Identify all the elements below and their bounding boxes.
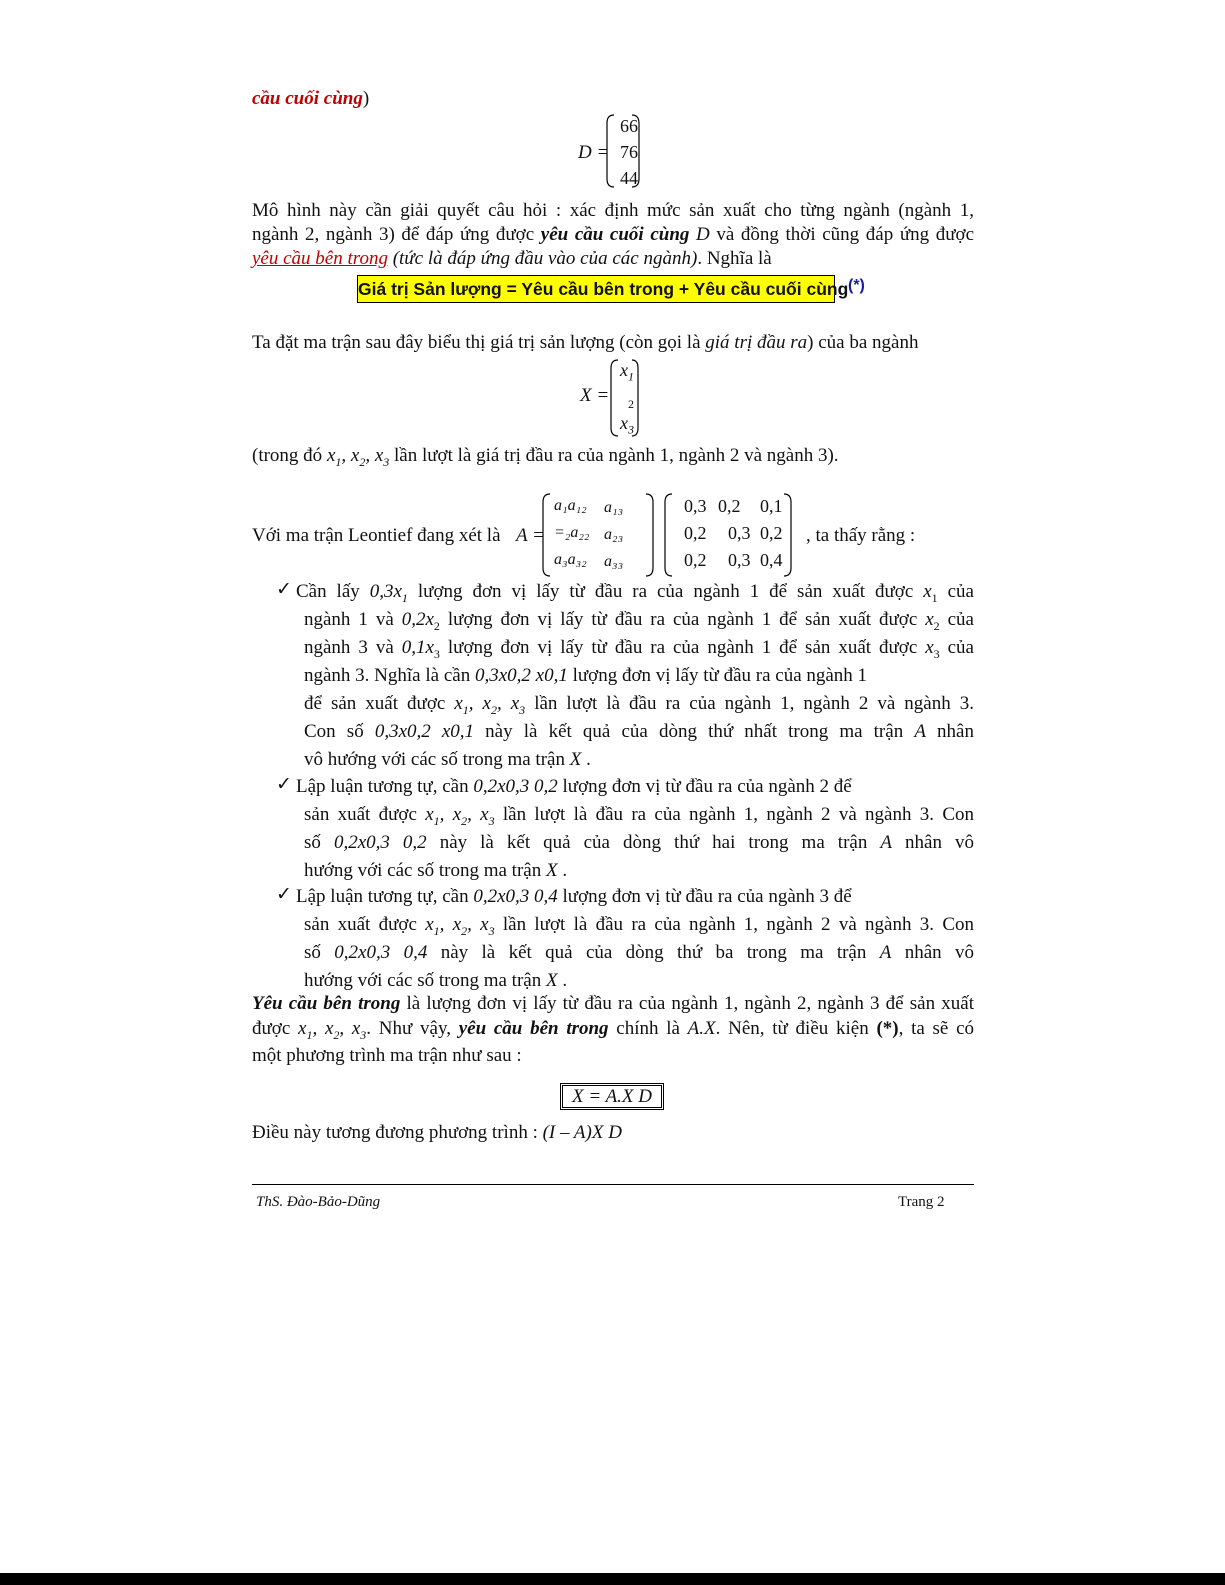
para4-line2: được $x_1$, $x_2$, $x_3$. Như vậy, yêu cầu bên trong chính là A.X. Nên, từ điều kiện (*), ta sẽ có — [252, 1018, 974, 1042]
footer-rule — [252, 1184, 974, 1185]
matrix-a-cell: a₃a₃₂ — [554, 551, 587, 568]
bullet3-line1: Lập luận tương tự, cần 0,2x0,3 0,4 lượng đơn vị từ đầu ra của ngành 3 để — [296, 886, 852, 907]
matrix-a-label: A = — [516, 525, 545, 546]
checkmark-icon: ✓ — [276, 773, 292, 795]
bullet1-line4: ngành 3. Nghĩa là cần 0,3x0,2 x0,1 lượng đơn vị lấy từ đầu ra của ngành 1 — [304, 665, 868, 686]
para5: Điều này tương đương phương trình : (I – A)X D — [252, 1122, 622, 1143]
top-fragment — [252, 87, 369, 111]
matrix-x-entry: $x_1$ — [620, 360, 634, 384]
bullet1-line3: ngành 3 và $0,1x_3$ lượng đơn vị lấy từ đầu ra của ngành 1 để sản xuất được $x_3$ của — [304, 637, 974, 661]
final-demand-term: cầu cuối cùng — [252, 88, 363, 109]
matrix-d-label: D = — [578, 142, 610, 163]
para1-line2: ngành 2, ngành 3) để đáp ứng được yêu cầu cuối cùng D và đồng thời cũng đáp ứng được — [252, 224, 975, 245]
leontief-intro: Với ma trận Leontief đang xét là — [252, 525, 501, 546]
matrix-a-cell: =₂a₂₂ — [554, 524, 590, 541]
bullet2-line1: Lập luận tương tự, cần 0,2x0,3 0,2 lượng đơn vị từ đầu ra của ngành 2 để — [296, 776, 852, 797]
para4-line1: Yêu cầu bên trong là lượng đơn vị lấy từ đầu ra của ngành 1, ngành 2, ngành 3 để sản xuất — [252, 993, 974, 1014]
para2: Ta đặt ma trận sau đây biểu thị giá trị sản lượng (còn gọi là giá trị đầu ra) của ba ngành — [252, 332, 919, 353]
para1-line1: Mô hình này cần giải quyết câu hỏi : xác định mức sản xuất cho từng ngành (ngành 1, — [252, 200, 974, 221]
bullet2-line3: số 0,2x0,3 0,2 này là kết quả của dòng thứ hai trong ma trận A nhân vô — [304, 832, 974, 853]
matrix-num-cell: 0,4 — [760, 550, 783, 570]
bullet1-line2: ngành 1 và $0,2x_2$ lượng đơn vị lấy từ đầu ra của ngành 1 để sản xuất được $x_2$ của — [304, 609, 974, 633]
matrix-num-cell: 0,3 — [728, 523, 751, 543]
matrix-x-label: X = — [580, 385, 610, 406]
matrix-d-value: 66 — [620, 116, 638, 136]
checkmark-icon: ✓ — [276, 578, 292, 600]
bullet3-line4: hướng với các số trong ma trận X . — [304, 970, 568, 991]
matrix-x-entry: 2 — [628, 397, 634, 411]
boxed-equation: X = A.X D — [560, 1083, 664, 1110]
matrix-d-value: 76 — [620, 142, 638, 162]
matrix-a-cell: a₃₃ — [604, 553, 624, 570]
bullet2-line4: hướng với các số trong ma trận X . — [304, 860, 568, 881]
internal-demand-term: yêu cầu bên trong — [252, 248, 388, 269]
matrix-num-cell: 0,2 — [684, 550, 707, 570]
bullet1-line1: Cần lấy $0,3x_1$ lượng đơn vị lấy từ đầu ra của ngành 1 để sản xuất được $x_1$ của — [296, 581, 974, 605]
bullet3-line3: số 0,2x0,3 0,4 này là kết quả của dòng thứ ba trong ma trận A nhân vô — [304, 942, 975, 963]
matrix-num-cell: 0,2 — [718, 496, 741, 516]
bottom-bar — [0, 1573, 1225, 1585]
bullet3-line2: sản xuất được $x_1$, $x_2$, $x_3$ lần lượt là đầu ra của ngành 1, ngành 2 và ngành 3. Con — [304, 914, 974, 938]
highlighted-formula: Giá trị Sản lượng = Yêu cầu bên trong + Yêu cầu cuối cùng — [357, 275, 835, 303]
matrix-a-cell: a₁a₁₂ — [554, 497, 587, 514]
para1-line3: yêu cầu bên trong (tức là đáp ứng đầu vào của các ngành). Nghĩa là — [252, 248, 772, 269]
bullet1-line5: để sản xuất được $x_1$, $x_2$, $x_3$ lần lượt là đầu ra của ngành 1, ngành 2 và ngành 3. — [304, 693, 974, 717]
bullet2-line2: sản xuất được $x_1$, $x_2$, $x_3$ lần lượt là đầu ra của ngành 1, ngành 2 và ngành 3. Con — [304, 804, 974, 828]
leontief-outro: , ta thấy rằng : — [806, 525, 916, 546]
bullet1-line7: vô hướng với các số trong ma trận X . — [304, 749, 591, 770]
matrix-x-entry: $x_3$ — [620, 413, 634, 437]
footer-page-number: Trang 2 — [898, 1194, 945, 1210]
matrix-num-cell: 0,2 — [684, 523, 707, 543]
footer-author: ThS. Đào-Bảo-Dũng — [256, 1194, 381, 1210]
matrix-num-cell: 0,2 — [760, 523, 783, 543]
formula-star-label: (*) — [848, 277, 865, 294]
bullet1-line6: Con số 0,3x0,2 x0,1 này là kết quả của dòng thứ nhất trong ma trận A nhân — [304, 721, 974, 742]
para4-line3: một phương trình ma trận như sau : — [252, 1045, 522, 1066]
matrix-num-cell: 0,1 — [760, 496, 783, 516]
closing-paren: ) — [362, 88, 370, 109]
matrix-a-cell: a₂₃ — [604, 526, 624, 543]
matrix-a-cell: a₁₃ — [604, 499, 624, 516]
para3: (trong đó $x_1$, $x_2$, $x_3$ lần lượt là giá trị đầu ra của ngành 1, ngành 2 và ngành 3). — [252, 445, 839, 469]
matrix-num-cell: 0,3 — [684, 496, 707, 516]
matrix-d-value: 44 — [620, 168, 638, 188]
checkmark-icon: ✓ — [276, 883, 292, 905]
matrix-num-cell: 0,3 — [728, 550, 751, 570]
